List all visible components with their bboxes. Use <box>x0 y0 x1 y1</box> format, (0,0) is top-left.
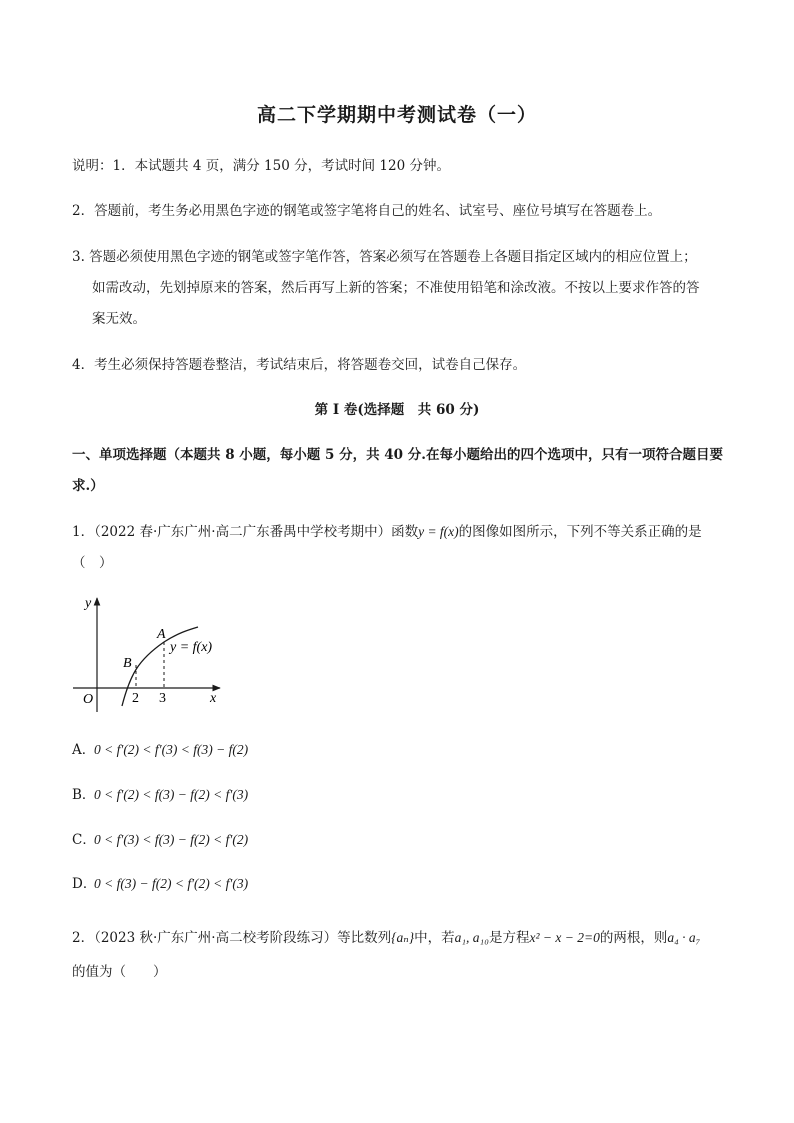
part-heading-cont: 求.） <box>72 478 104 494</box>
q2-sequence: {aₙ} <box>391 930 415 945</box>
part-heading: 一、单项选择题（本题共 8 小题，每小题 5 分，共 40 分.在每小题给出的四个选项中，只有一项符合题目要 <box>72 447 723 463</box>
q1-option-d <box>72 874 248 894</box>
point-b-label: B <box>123 656 132 671</box>
option-label: C． <box>72 832 96 848</box>
option-label: D． <box>72 876 97 892</box>
q1-option-a <box>72 740 248 760</box>
option-label: B． <box>72 787 96 803</box>
q2-product: a₄ · a₇ <box>667 930 701 945</box>
origin-label: O <box>83 692 94 707</box>
page-title: 高二下学期期中考测试卷（一） <box>256 104 537 126</box>
option-text: 0 < f′(3) < f(3) − f(2) < f′(2) <box>94 832 249 847</box>
q2-text: 的两根，则 <box>599 930 668 946</box>
instruction-4: 4．考生必须保持答题卷整洁，考试结束后，将答题卷交回，试卷自己保存。 <box>72 357 527 373</box>
q1-option-c <box>72 830 248 850</box>
q1-option-b <box>72 785 248 805</box>
q1-stem-prefix: 1．（2022 春·广东广州·高二广东番禺中学校考期中）函数 <box>72 524 419 540</box>
instruction-3-cont2: 案无效。 <box>92 311 146 327</box>
curve-label: y = f(x) <box>170 640 213 655</box>
q2-roots: a₁, a₁₀ <box>454 930 489 945</box>
option-label: A． <box>72 742 96 758</box>
x-axis-label: x <box>210 691 217 706</box>
q2-equation: x² − x − 2=0 <box>529 930 600 945</box>
option-text: 0 < f′(2) < f′(3) < f(3) − f(2) <box>94 742 249 757</box>
q1-answer-paren: （ ） <box>72 555 113 571</box>
section-title: 第 I 卷(选择题 共 60 分) <box>314 402 480 418</box>
instruction-1: 说明：1．本试题共 4 页，满分 150 分，考试时间 120 分钟。 <box>72 158 450 174</box>
question-1-stem <box>72 522 702 542</box>
option-text: 0 < f′(2) < f(3) − f(2) < f′(3) <box>94 787 249 802</box>
q2-line2: 的值为（ ） <box>72 964 167 980</box>
option-text: 0 < f(3) − f(2) < f′(2) < f′(3) <box>94 876 249 891</box>
tick-3-label: 3 <box>159 691 166 706</box>
tick-2-label: 2 <box>132 691 139 706</box>
instruction-3-cont: 如需改动，先划掉原来的答案，然后再写上新的答案；不准使用铅笔和涂改液。不按以上要求作答的答 <box>92 280 700 296</box>
q1-function: y = f(x) <box>418 524 459 539</box>
q2-text: 是方程 <box>488 930 530 946</box>
instruction-3: 3. 答题必须使用黑色字迹的钢笔或签字笔作答，答案必须写在答题卷上各题目指定区域内的相应位置上； <box>72 249 697 265</box>
q2-text: 中，若 <box>414 930 455 946</box>
q1-stem-suffix: 的图像如图所示，下列不等关系正确的是 <box>458 524 702 540</box>
q1-function-graph <box>60 590 240 720</box>
instruction-2: 2．答题前，考生务必用黑色字迹的钢笔或签字笔将自己的姓名、试室号、座位号填写在答题卷上。 <box>72 203 662 219</box>
q2-stem-prefix: 2．（2023 秋·广东广州·高二校考阶段练习）等比数列 <box>72 930 392 946</box>
question-2-stem <box>72 928 700 948</box>
y-axis-label: y <box>85 596 92 611</box>
point-a-label: A <box>157 627 166 642</box>
